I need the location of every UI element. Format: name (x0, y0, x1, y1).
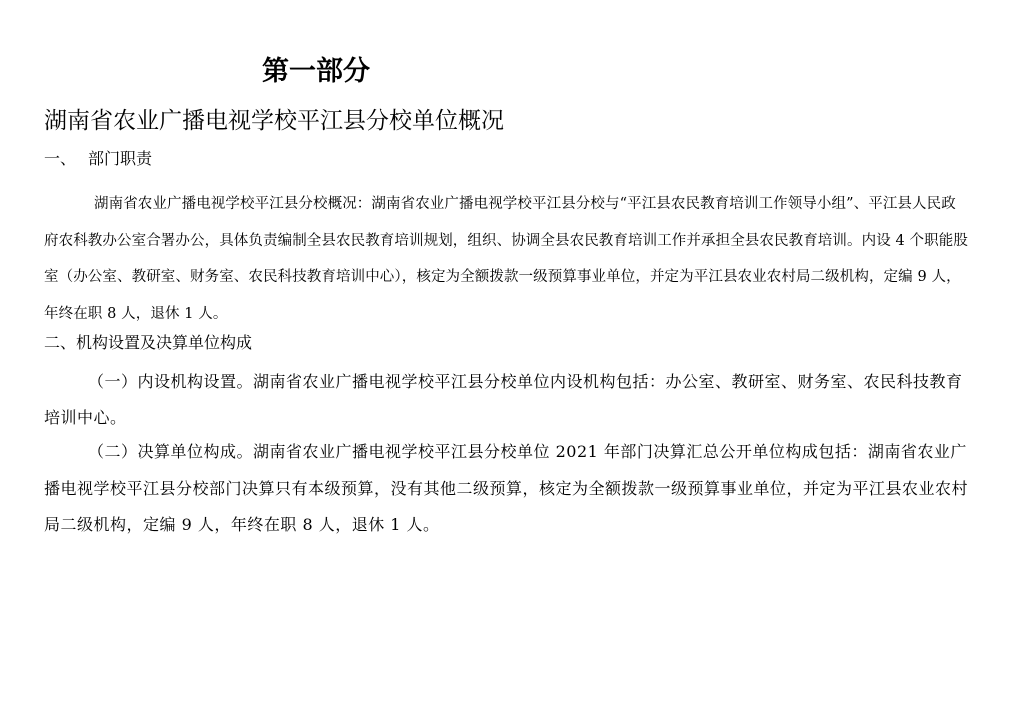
section-1-title: 部门职责 (88, 149, 153, 168)
part-title: 第一部分 (262, 56, 370, 87)
section-1-heading (44, 147, 152, 171)
section-2-paragraph-1: （一）内设机构设置。湖南省农业广播电视学校平江县分校单位内设机构包括：办公室、教研室、财务室、农民科技教育培训中心。 (44, 372, 963, 427)
section-2-heading: 二、机构设置及决算单位构成 (44, 333, 253, 352)
section-2-paragraph-2: （二）决算单位构成。湖南省农业广播电视学校平江县分校单位 2021 年部门决算汇总公开单位构成包括：湖南省农业广播电视学校平江县分校部门决算只有本级预算，没有其他二级预算，核定为全额拨款一级预算事业单位，并定为平江县农业农村局二级机构，定编 9 人，年终在职 8 人，退休 1 人。 (44, 442, 969, 534)
section-1-number: 一、 (44, 149, 77, 168)
document-title: 湖南省农业广播电视学校平江县分校单位概况 (44, 108, 504, 134)
section-1-paragraph: 湖南省农业广播电视学校平江县分校概况：湖南省农业广播电视学校平江县分校与“平江县农民教育培训工作领导小组”、平江县人民政府农科教办公室合署办公，具体负责编制全县农民教育培训规划，组织、协调全县农民教育培训工作并承担全县农民教育培训。内设 4 个职能股室（办公室、教研室、财务室、农民科技教育培训中心），核定为全额拨款一级预算事业单位，并定为平江县农业农村局二级机构，定编 9 人，年终在职 8 人，退休 1 人。 (44, 196, 968, 322)
